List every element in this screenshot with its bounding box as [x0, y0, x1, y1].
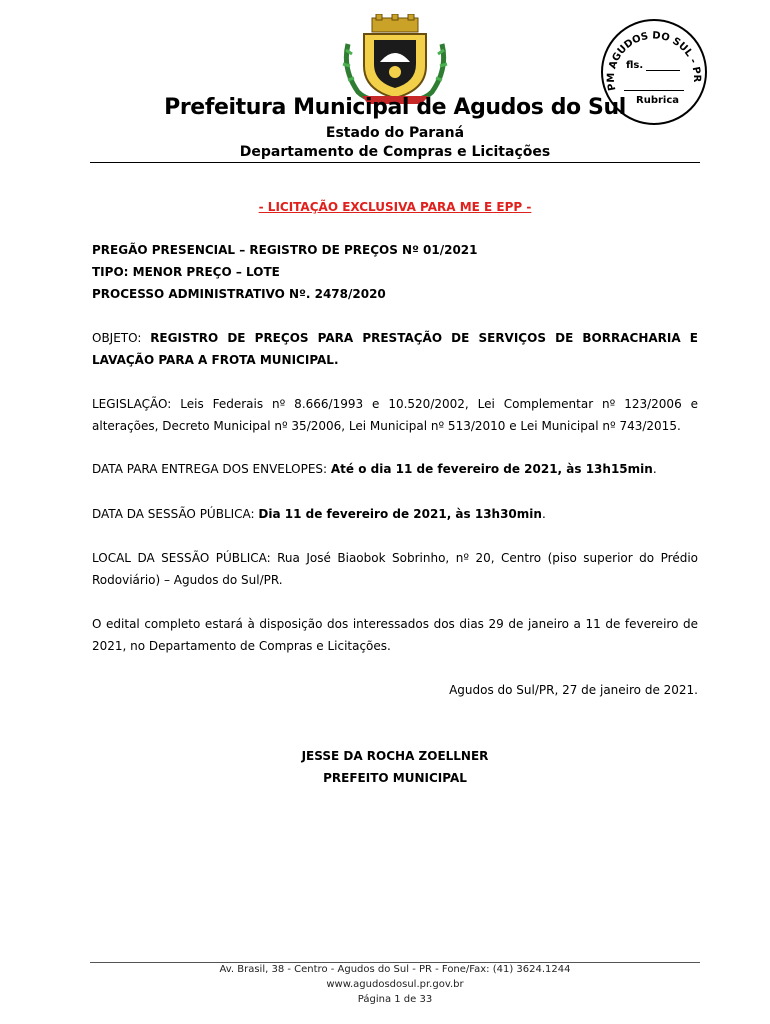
signer-role: PREFEITO MUNICIPAL	[323, 771, 467, 785]
footer-divider	[90, 962, 700, 963]
state-subtitle: Estado do Paraná	[325, 125, 465, 141]
header-divider	[90, 162, 700, 163]
exclusive-notice: - LICITAÇÃO EXCLUSIVA PARA ME E EPP -	[258, 200, 532, 214]
pregao-line: PREGÃO PRESENCIAL – REGISTRO DE PREÇOS Nº 01/2021	[92, 243, 478, 257]
objeto-text: REGISTRO DE PREÇOS PARA PRESTAÇÃO DE SERVIÇOS DE BORRACHARIA E LAVAÇÃO PARA A FROTA MUNICIPAL.	[92, 331, 698, 367]
edital-paragraph: O edital completo estará à disposição dos interessados dos dias 29 de janeiro a 11 de fevereiro de 2021, no Departamento de Compras e Licitações.	[92, 617, 698, 653]
date-place: Agudos do Sul/PR, 27 de janeiro de 2021.	[449, 683, 698, 697]
stamp-rubrica-label: Rubrica	[636, 95, 680, 106]
sessao-value: Dia 11 de fevereiro de 2021, às 13h30min	[258, 507, 542, 521]
legislacao-paragraph: LEGISLAÇÃO: Leis Federais nº 8.666/1993 e 10.520/2002, Lei Complementar nº 123/2006 e alterações, Decreto Municipal nº 35/2006, Lei Municipal nº 513/2010 e Lei Municipal nº 743/2015.	[92, 397, 698, 433]
stamp-fls-line	[646, 70, 680, 71]
processo-line: PROCESSO ADMINISTRATIVO Nº. 2478/2020	[92, 287, 386, 301]
sessao-paragraph: DATA DA SESSÃO PÚBLICA: Dia 11 de fevereiro de 2021, às 13h30min.	[92, 507, 546, 521]
signer-name: JESSE DA ROCHA ZOELLNER	[301, 749, 489, 763]
entrega-label: DATA PARA ENTREGA DOS ENVELOPES:	[92, 462, 328, 476]
department-subtitle: Departamento de Compras e Licitações	[239, 144, 551, 160]
entrega-value: Até o dia 11 de fevereiro de 2021, às 13h15min	[330, 462, 653, 476]
svg-text:PM AGUDOS DO SUL - PR	[606, 30, 702, 91]
entrega-paragraph: DATA PARA ENTREGA DOS ENVELOPES: Até o dia 11 de fevereiro de 2021, às 13h15min.	[92, 462, 657, 476]
stamp-fls-label: fls.	[626, 60, 644, 71]
objeto-paragraph	[92, 327, 698, 371]
sessao-label: DATA DA SESSÃO PÚBLICA:	[92, 507, 255, 521]
objeto-label: OBJETO:	[92, 331, 142, 345]
footer-address: Av. Brasil, 38 - Centro - Agudos do Sul - PR - Fone/Fax: (41) 3624.1244	[219, 964, 571, 975]
footer-page-number: Página 1 de 33	[357, 994, 433, 1005]
stamp-rubrica-line	[624, 90, 684, 91]
stamp-ring-text: PM AGUDOS DO SUL - PR	[605, 30, 703, 92]
footer-website: www.agudosdosul.pr.gov.br	[326, 979, 464, 990]
tipo-line: TIPO: MENOR PREÇO – LOTE	[92, 265, 280, 279]
municipal-crest-logo	[340, 14, 450, 106]
local-paragraph: LOCAL DA SESSÃO PÚBLICA: Rua José Biaobok Sobrinho, nº 20, Centro (piso superior do Prédio Rodoviário) – Agudos do Sul/PR.	[92, 551, 698, 587]
page-title: Prefeitura Municipal de Agudos do Sul	[164, 95, 626, 120]
